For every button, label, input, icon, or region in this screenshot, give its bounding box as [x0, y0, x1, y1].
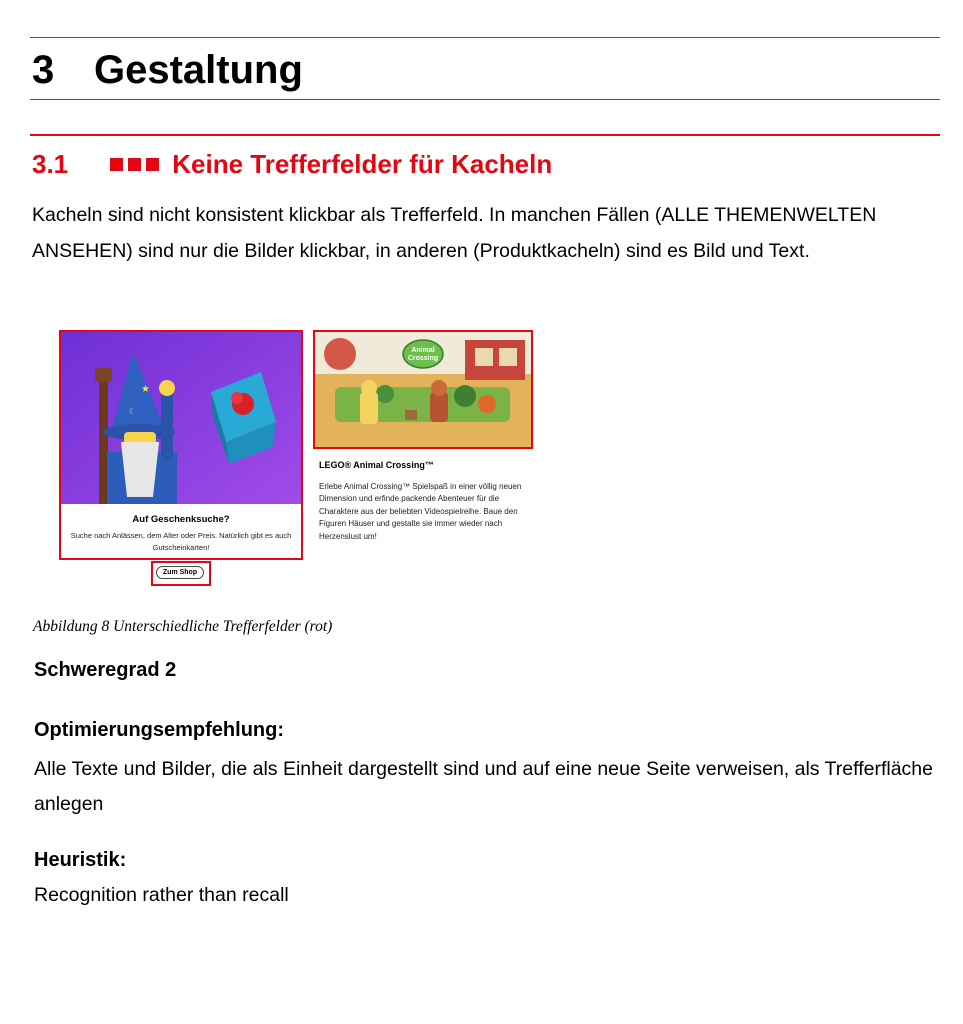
- heuristic-text: Recognition rather than recall: [34, 884, 289, 906]
- animal-crossing-tile-image[interactable]: [313, 330, 533, 449]
- logo-text-animal: Animal: [411, 347, 435, 354]
- svg-text:★: ★: [141, 384, 150, 395]
- chapter-number: 3: [32, 48, 55, 92]
- zum-shop-hit-area[interactable]: [151, 561, 211, 586]
- figure-caption: Abbildung 8 Unterschiedliche Trefferfelder (rot): [33, 618, 333, 635]
- chapter-title: Gestaltung: [94, 48, 303, 92]
- top-rule: [30, 37, 940, 38]
- recommendation-heading: Optimierungsempfehlung:: [34, 719, 284, 741]
- section-heading: [32, 148, 552, 180]
- severity-squares-icon: [110, 149, 164, 179]
- chapter-heading: [32, 46, 303, 94]
- svg-text:☾: ☾: [129, 407, 137, 416]
- severity-heading: Schweregrad 2: [34, 659, 177, 681]
- wizard-minifigure-image: [61, 332, 301, 504]
- intro-paragraph: Kacheln sind nicht konsistent klickbar als Trefferfeld. In manchen Fällen (ALLE THEMENWELTEN ANSEHEN) sind nur die Bilder klickbar, in anderen (Produktkacheln) sind es Bild und Text.: [32, 204, 877, 262]
- animal-crossing-tile-text[interactable]: Erlebe Animal Crossing™ Spielspaß in einer völlig neuen Dimension und erfinde packende Abenteuer für die Charaktere aus der beliebten Videospielreihe. Baue den Figuren Häuser und gestalte sie immer wieder nach Herzenslust um!: [319, 482, 522, 541]
- gift-tile-text: Suche nach Anlässen, dem Alter oder Preis. Natürlich gibt es auch Gutscheinkarten!: [70, 531, 292, 552]
- logo-text-crossing: Crossing: [407, 355, 439, 362]
- heuristic-heading: Heuristik:: [34, 849, 127, 871]
- gift-search-tile[interactable]: [59, 330, 303, 560]
- section-number: 3.1: [32, 149, 69, 179]
- zum-shop-button[interactable]: Zum Shop: [156, 566, 204, 579]
- section-rule: [30, 134, 940, 136]
- gift-tile-title: Auf Geschenksuche?: [132, 514, 230, 525]
- heading-rule: [30, 99, 940, 100]
- animal-crossing-tile-title[interactable]: LEGO® Animal Crossing™: [319, 460, 434, 470]
- recommendation-text: Alle Texte und Bilder, die als Einheit dargestellt sind und auf eine neue Seite verweisen, als Trefferfläche anlegen: [34, 758, 933, 815]
- section-title: Keine Trefferfelder für Kacheln: [172, 149, 553, 179]
